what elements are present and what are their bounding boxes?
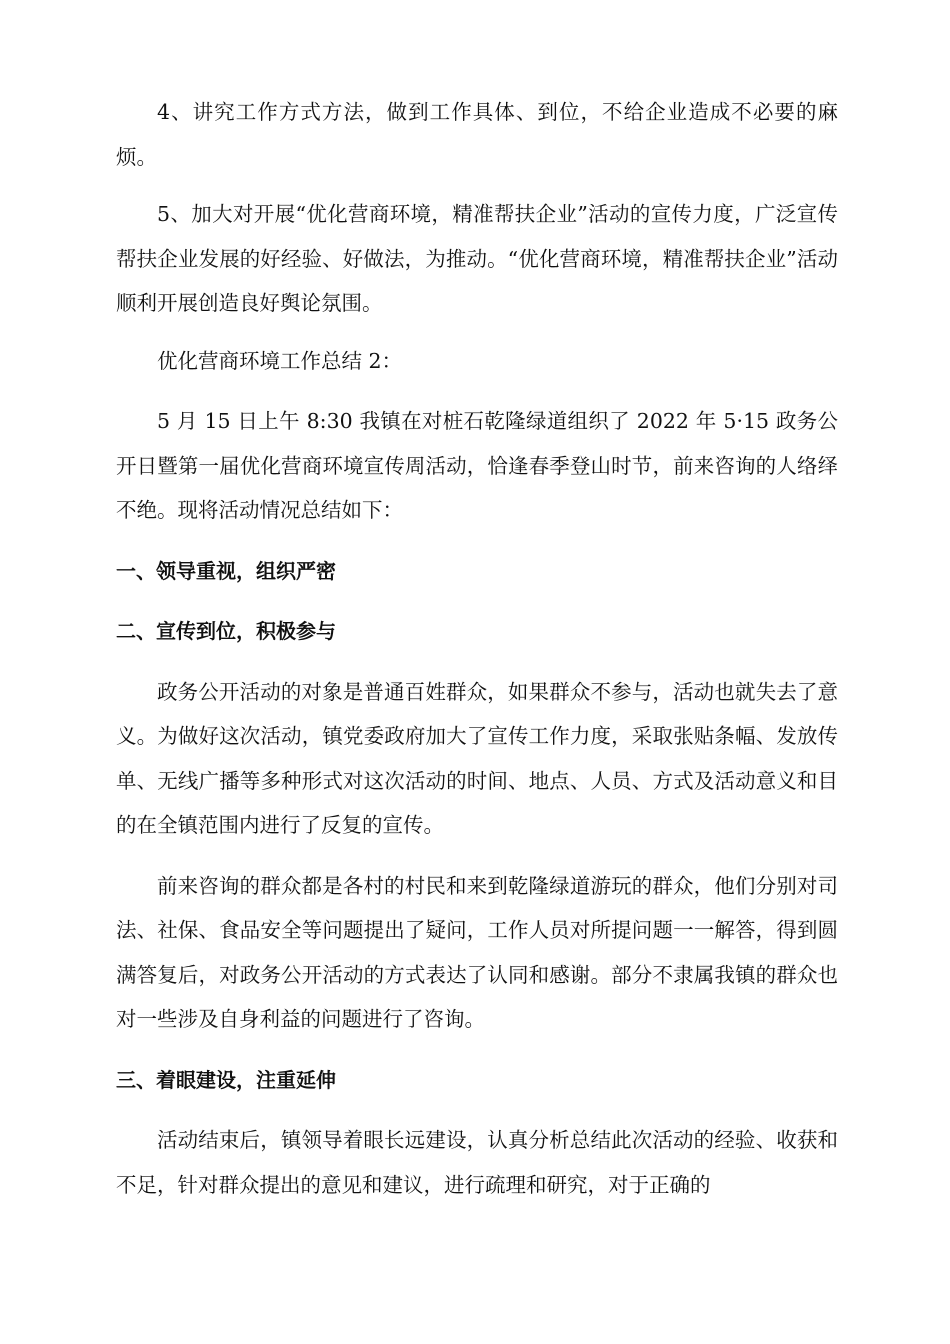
section-subtitle: 优化营商环境工作总结 2：	[157, 348, 403, 373]
paragraph-item-4: 4、讲究工作方式方法，做到工作具体、到位，不给企业造成不必要的麻烦。	[116, 100, 838, 169]
paragraph-item-5: 5、加大对开展“优化营商环境，精准帮扶企业”活动的宣传力度，广泛宣传帮扶企业发展的好经验、好做法，为推动。“优化营商环境，精准帮扶企业”活动顺利开展创造良好舆论氛围。	[116, 202, 838, 315]
heading-three: 三、着眼建设，注重延伸	[116, 1067, 336, 1092]
paragraph-consultation: 前来咨询的群众都是各村的村民和来到乾隆绿道游玩的群众，他们分别对司法、社保、食品安全等问题提出了疑问，工作人员对所提问题一一解答，得到圆满答复后，对政务公开活动的方式表达了认同和感谢。部分不隶属我镇的群众也对一些涉及自身利益的问题进行了咨询。	[116, 873, 838, 1031]
paragraph-publicity: 政务公开活动的对象是普通百姓群众，如果群众不参与，活动也就失去了意义。为做好这次活动，镇党委政府加大了宣传工作力度，采取张贴条幅、发放传单、无线广播等多种形式对这次活动的时间、地点、人员、方式及活动意义和目的在全镇范围内进行了反复的宣传。	[116, 679, 838, 837]
document-page	[116, 90, 838, 1207]
paragraph-followup: 活动结束后，镇领导着眼长远建设，认真分析总结此次活动的经验、收获和不足，针对群众提出的意见和建议，进行疏理和研究，对于正确的	[116, 1128, 838, 1197]
paragraph-intro: 5 月 15 日上午 8:30 我镇在对桩石乾隆绿道组织了 2022 年 5·15 政务公开日暨第一届优化营商环境宣传周活动，恰逢春季登山时节，前来咨询的人络绎不绝。现将活动情况总结如下：	[116, 409, 838, 522]
heading-two: 二、宣传到位，积极参与	[116, 619, 336, 643]
heading-one: 一、领导重视，组织严密	[116, 558, 336, 583]
